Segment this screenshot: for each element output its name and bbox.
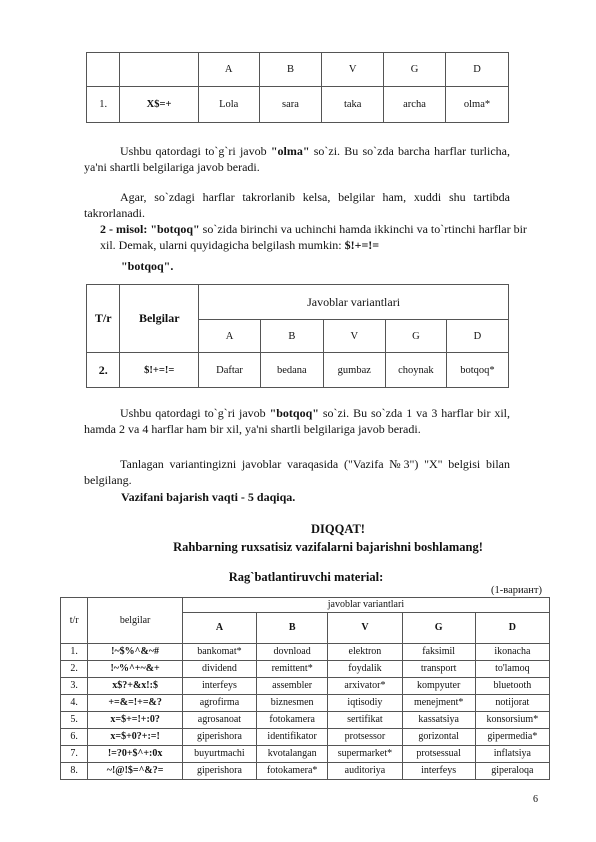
answer-b: remittent* <box>257 661 328 678</box>
t2-row-answer-a: Daftar <box>199 353 261 388</box>
row-code: !~%^+~&+ <box>88 661 183 678</box>
instruction-paragraph: Tanlagan variantingizni javoblar varaqasida ("Vazifa №3") "X" belgisi bilan belgilang. <box>84 457 510 487</box>
example-table-2 <box>86 284 509 388</box>
p1-post: so`zi. Bu so`zda barcha harflar turlicha, ya'ni shartli belgilariga javob beradi. <box>84 144 511 174</box>
answer-b: identifikator <box>257 729 328 746</box>
t2-letter-d: D <box>446 320 508 353</box>
row-code: x$?+&x!:$ <box>88 678 183 695</box>
material-table <box>60 597 550 780</box>
t1-header-v: V <box>322 53 384 87</box>
t2-row-answer-v: gumbaz <box>323 353 385 388</box>
answer-a: giperishora <box>182 729 256 746</box>
table-row <box>61 746 550 763</box>
explanation-paragraph-3 <box>84 405 510 437</box>
answer-g: faksimil <box>402 644 475 661</box>
table-row <box>61 695 550 712</box>
answer-a: interfeys <box>182 678 256 695</box>
row-number: 1. <box>61 644 88 661</box>
table-row <box>61 712 550 729</box>
warning-line: Rahbarning ruxsatisiz vazifalarni bajarishni boshlamang! <box>173 540 483 554</box>
t2-row-answer-g: choynak <box>385 353 446 388</box>
row-number: 2. <box>61 661 88 678</box>
p3-bold: "botqoq" <box>269 406 319 420</box>
answer-d: inflatsiya <box>475 746 549 763</box>
row-code: +=&=!+=&? <box>88 695 183 712</box>
row-number: 8. <box>61 763 88 780</box>
t2-letter-a: A <box>199 320 261 353</box>
t2-header-tr: T/r <box>87 285 120 353</box>
row-code: ~!@!$=^&?= <box>88 763 183 780</box>
row-number: 6. <box>61 729 88 746</box>
answer-v: supermarket* <box>328 746 402 763</box>
example-2-text: so`zida birinchi va uchinchi hamda ikkinchi va to`rtinchi harflar bir xil. Demak, ularni quyidagicha belgilash mumkin: <box>100 222 527 252</box>
p3-pre: Ushbu qatordagi to`g`ri javob <box>120 406 270 420</box>
t2-header-javoblar: Javoblar variantlari <box>199 285 509 320</box>
example-table-1 <box>86 52 509 123</box>
answer-a: agrosanoat <box>182 712 256 729</box>
time-limit-line: Vazifani bajarish vaqti - 5 daqiqa. <box>121 490 296 504</box>
explanation-paragraph-1 <box>84 143 510 175</box>
answer-v: foydalik <box>328 661 402 678</box>
t2-letter-v: V <box>323 320 385 353</box>
answer-g: kassatsiya <box>402 712 475 729</box>
table-row <box>61 729 550 746</box>
t1-header-b: B <box>259 53 322 87</box>
t2-header-belgilar: Belgilar <box>120 285 199 353</box>
answer-v: elektron <box>328 644 402 661</box>
t2-letter-b: B <box>260 320 323 353</box>
row-code: !=?0+$^+:0x <box>88 746 183 763</box>
answer-v: arxivator* <box>328 678 402 695</box>
answer-b: fotokamera* <box>257 763 328 780</box>
t1-row-number: 1. <box>87 87 120 123</box>
t2-letter-g: G <box>385 320 446 353</box>
answer-v: protsessor <box>328 729 402 746</box>
answer-g: transport <box>402 661 475 678</box>
t3-letter-v: V <box>328 613 402 644</box>
p1-bold: "olma" <box>270 144 310 158</box>
row-number: 3. <box>61 678 88 695</box>
answer-b: assembler <box>257 678 328 695</box>
answer-b: dovnload <box>257 644 328 661</box>
answer-g: kompyuter <box>402 678 475 695</box>
row-number: 5. <box>61 712 88 729</box>
attention-heading: DIQQAT! <box>311 522 365 536</box>
variant-label: (1-вариант) <box>491 585 542 596</box>
t3-header-javoblar: javoblar variantlari <box>182 598 549 613</box>
answer-d: gipermedia* <box>475 729 549 746</box>
answer-a: giperishora <box>182 763 256 780</box>
example-2-code: $!+=!= <box>344 238 380 252</box>
t1-row-code: X$=+ <box>120 87 198 123</box>
answer-a: buyurtmachi <box>182 746 256 763</box>
t1-row-answer-d: olma* <box>445 87 508 123</box>
answer-v: sertifikat <box>328 712 402 729</box>
answer-d: to'lamoq <box>475 661 549 678</box>
t3-letter-a: A <box>182 613 256 644</box>
answer-g: protsessual <box>402 746 475 763</box>
answer-d: giperaloqa <box>475 763 549 780</box>
example-2-label: 2 - misol: "botqoq" <box>100 222 200 236</box>
t1-row-answer-b: sara <box>259 87 322 123</box>
row-code: x=$+0?+:=! <box>88 729 183 746</box>
material-title: Rag`batlantiruvchi material: <box>228 570 384 584</box>
example-2-block <box>100 221 530 253</box>
answer-g: gorizontal <box>402 729 475 746</box>
row-number: 4. <box>61 695 88 712</box>
table-row <box>61 763 550 780</box>
p1-pre: Ushbu qatordagi to`g`ri javob <box>120 144 271 158</box>
p3-post: so`zi. Bu so`zda 1 va 3 harflar bir xil, hamda 2 va 4 harflar ham bir xil, ya'ni shartli belgilariga javob beradi. <box>84 406 511 436</box>
t1-row-answer-v: taka <box>322 87 384 123</box>
t1-header-d: D <box>445 53 508 87</box>
t3-header-tr: t/r <box>61 598 88 644</box>
answer-d: ikonacha <box>475 644 549 661</box>
row-code: x=$+=!+:0? <box>88 712 183 729</box>
table-row <box>61 644 550 661</box>
t3-letter-g: G <box>402 613 475 644</box>
t1-header-g: G <box>384 53 446 87</box>
explanation-paragraph-2: Agar, so`zdagi harflar takrorlanib kelsa, belgilar ham, xuddi shu tartibda takrorlanadi. <box>84 190 510 220</box>
t3-letter-b: B <box>257 613 328 644</box>
table-row <box>61 678 550 695</box>
answer-d: notijorat <box>475 695 549 712</box>
answer-a: agrofirma <box>182 695 256 712</box>
answer-b: biznesmen <box>257 695 328 712</box>
t2-row-number: 2. <box>87 353 120 388</box>
t2-row-code: $!+=!= <box>120 353 199 388</box>
answer-b: kvotalangan <box>257 746 328 763</box>
answer-g: interfeys <box>402 763 475 780</box>
t3-header-belgilar: belgilar <box>88 598 183 644</box>
answer-d: bluetooth <box>475 678 549 695</box>
example-2-word: "botqoq". <box>121 259 174 273</box>
answer-a: dividend <box>182 661 256 678</box>
t1-row-answer-g: archa <box>384 87 446 123</box>
row-code: !~$%^&~# <box>88 644 183 661</box>
t3-letter-d: D <box>475 613 549 644</box>
t1-row-answer-a: Lola <box>198 87 259 123</box>
page-number: 6 <box>533 794 538 805</box>
answer-v: iqtisodiy <box>328 695 402 712</box>
t2-row-answer-b: bedana <box>260 353 323 388</box>
answer-d: konsorsium* <box>475 712 549 729</box>
table-row <box>61 661 550 678</box>
t1-header-a: A <box>198 53 259 87</box>
answer-g: menejment* <box>402 695 475 712</box>
answer-b: fotokamera <box>257 712 328 729</box>
answer-a: bankomat* <box>182 644 256 661</box>
t1-header-cell <box>87 53 120 87</box>
row-number: 7. <box>61 746 88 763</box>
t2-row-answer-d: botqoq* <box>446 353 508 388</box>
answer-v: auditoriya <box>328 763 402 780</box>
t1-header-cell <box>120 53 198 87</box>
